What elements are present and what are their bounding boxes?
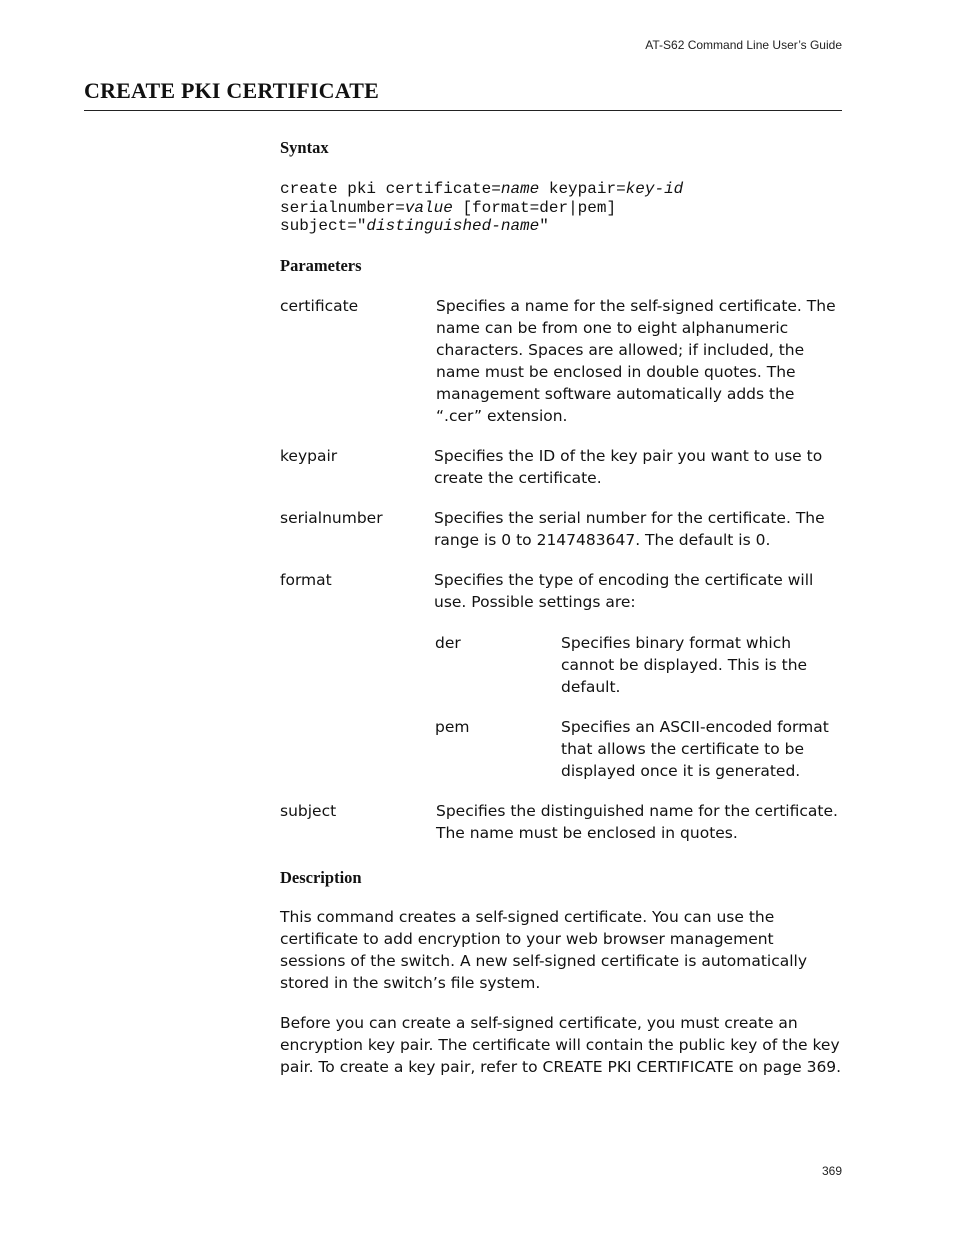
page-title: CREATE PKI CERTIFICATE [84,78,379,103]
syntax-text: keypair= [539,180,626,198]
format-option-pem-desc: Specifies an ASCII-encoded format that allows the certificate to be displayed once it is generated. [561,718,829,780]
param-desc-serialnumber: Specifies the serial number for the certificate. The range is 0 to 2147483647. The default is 0. [434,509,825,549]
param-desc-subject: Specifies the distinguished name for the certificate. The name must be enclosed in quotes. [436,802,838,842]
format-option-pem: pem [435,718,470,736]
syntax-variable: name [500,180,540,198]
param-desc-format: Specifies the type of encoding the certificate will use. Possible settings are: [434,571,814,611]
param-desc-certificate: Specifies a name for the self-signed certificate. The name can be from one to eight alphanumeric characters. Spaces are allowed; if included, the name must be enclosed in double quotes. The management software automatically adds the “.cer” extension. [436,297,836,425]
param-desc-keypair: Specifies the ID of the key pair you want to use to create the certificate. [434,447,823,487]
syntax-text: " [539,217,549,235]
syntax-text: create pki certificate= [280,180,501,198]
param-name-certificate: certificate [280,297,359,315]
description-paragraph-1: This command creates a self-signed certificate. You can use the certificate to add encryption to your web browser management sessions of the switch. A new self-signed certificate is automatically stored in the switch’s file system. [280,908,808,992]
syntax-text: [format=der|pem] [452,198,617,217]
running-header: AT-S62 Command Line User’s Guide [645,38,842,52]
syntax-heading: Syntax [280,138,329,157]
param-name-serialnumber: serialnumber [280,509,383,527]
param-name-keypair: keypair [280,447,338,465]
syntax-variable: key-id [625,180,684,198]
syntax-text: serialnumber= [280,198,405,217]
syntax-variable: distinguished-name [366,217,540,235]
syntax-variable: value [404,198,453,217]
param-name-subject: subject [280,802,337,820]
syntax-line-2 [280,199,683,218]
format-option-der-desc: Specifies binary format which cannot be displayed. This is the default. [561,634,808,696]
syntax-text: subject=" [280,217,367,235]
syntax-block [280,180,683,236]
syntax-line-1 [280,180,683,199]
description-paragraph-2: Before you can create a self-signed certificate, you must create an encryption key pair. The certificate will contain the public key of the key pair. To create a key pair, refer to CREATE PKI CERTIFICATE on page 369. [280,1014,842,1076]
format-option-der: der [435,634,461,652]
parameters-heading: Parameters [280,256,362,275]
param-name-format: format [280,571,332,589]
description-heading: Description [280,868,362,887]
title-rule [84,110,842,111]
page-number: 369 [821,1164,842,1178]
syntax-line-3 [280,217,683,236]
